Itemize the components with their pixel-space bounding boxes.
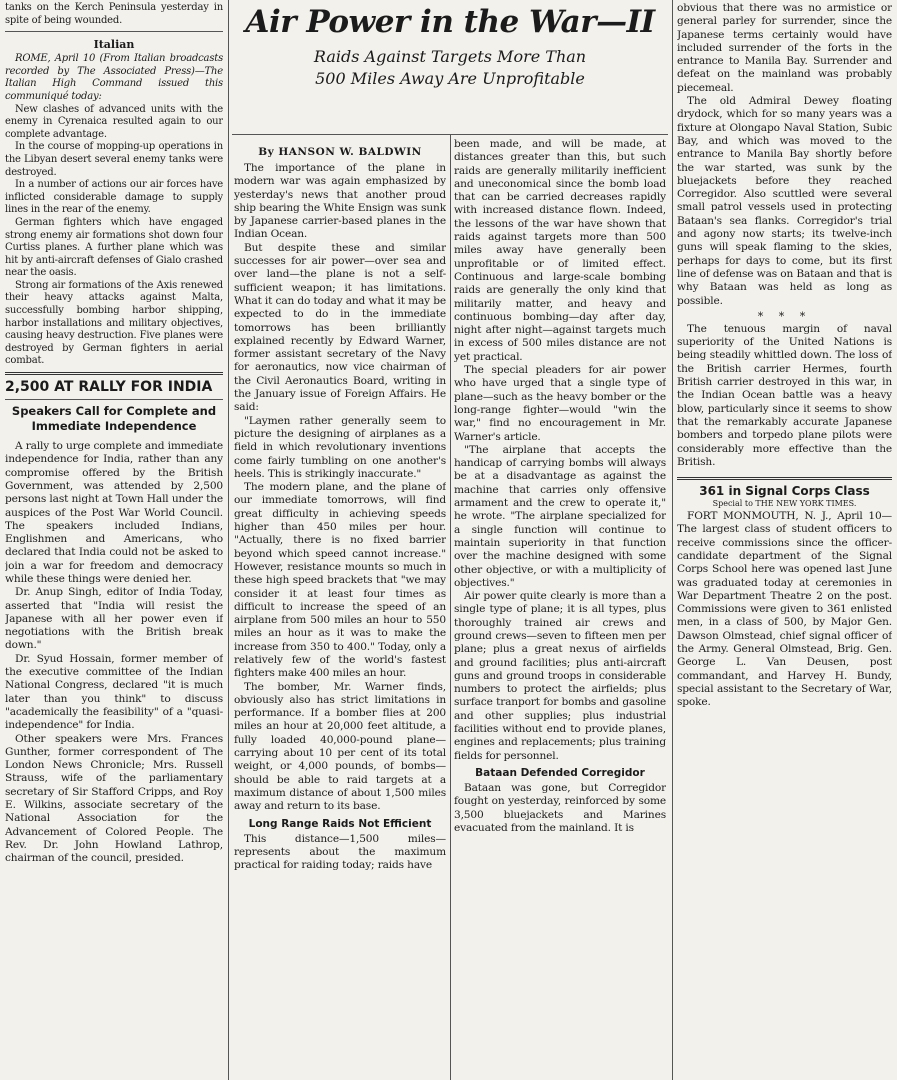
article-paragraph: obvious that there was no armistice or general parley for surrender, since the Japanese terms certainly would have included surrender of the forts in the entrance to Manila Bay. Surrender and defeat on the mainland was probably piecemeal.	[677, 2, 892, 94]
article-paragraph: The special pleaders for air power who have urged that a single type of plane—such as the heavy bomber or the long-range fighter—would "win the war," find no encouragement in Mr. Warner's article.	[454, 364, 666, 443]
article-header	[232, 0, 668, 90]
rally-paragraph: Dr. Anup Singh, editor of India Today, asserted that "India will resist the Japanese with all her power even if negotiations with the British break down."	[5, 586, 223, 652]
italian-paragraph: German fighters which have engaged strong enemy air formations shot down four Curtiss planes. A further plane which was hit by anti-aircraft defenses of Gialo crashed near the oasis.	[5, 216, 223, 279]
divider	[5, 399, 223, 400]
article-column-4	[677, 2, 892, 710]
article-paragraph: Bataan was gone, but Corregidor fought on yesterday, reinforced by some 3,500 bluejackets and Marines evacuated from the mainland. It is	[454, 781, 666, 834]
rally-paragraph: A rally to urge complete and immediate independence for India, rather than any compromise offered by the British Government, was attended by 2,500 persons last night at Town Hall under the auspices of the Post War World Council. The speakers included Indians, Englishmen and Americans, who declared that India could not be asked to join a war for freedom and democracy while these things were denied her.	[5, 440, 223, 585]
rally-subhead: Speakers Call for Complete and Immediate Independence	[11, 404, 217, 434]
article-paragraph: "Laymen rather generally seem to picture the designing of airplanes as a field in which revolutionary inventions come fairly tumbling on one another's heels. This is strikingly inaccurate."	[234, 414, 446, 480]
signal-headline: 361 in Signal Corps Class	[699, 484, 870, 499]
italian-paragraph: In the course of mopping-up operations in the Libyan desert several enemy tanks were destroyed.	[5, 141, 223, 178]
rally-paragraph: Dr. Syud Hossain, former member of the executive committee of the Indian National Congress, declared "it is much later than you think" to discuss "academically the feasibility" of a "quasi-independence" for India.	[5, 652, 223, 732]
article-byline: By HANSON W. BALDWIN	[258, 146, 422, 158]
section-divider	[677, 477, 892, 480]
article-column-2	[234, 136, 446, 1080]
article-paragraph: The old Admiral Dewey floating drydock, which for so many years was a fixture at Olongapo Naval Station, Subic Bay, and which was moved to the entrance to Manila Bay shortly before the war started, was sunk by the bluejackets before they reached Corregidor. Also scuttled were several small patrol vessels used in protecting Bataan's sea flanks. Corregidor's trial and agony now starts; its twelve-inch guns will speak flaming to the skies, perhaps for days to come, but its first line of defense was on Bataan and that is why Bataan was held as long as possible.	[677, 95, 892, 307]
section-bataan: Bataan Defended Corregidor	[475, 766, 645, 779]
signal-special-credit: Special to THE NEW YORK TIMES.	[712, 499, 857, 509]
article-subtitle-line2: 500 Miles Away Are Unprofitable	[315, 69, 585, 88]
column-rule	[672, 0, 673, 1080]
article-column-3	[454, 138, 666, 1080]
italian-paragraph: New clashes of advanced units with the enemy in Cyrenaica resulted again to our complete advantage.	[5, 103, 223, 140]
kerch-continuation: tanks on the Kerch Peninsula yesterday in spite of being wounded.	[5, 2, 223, 26]
column-rule	[450, 134, 451, 1080]
article-paragraph: The importance of the plane in modern war was again emphasized by yesterday's news that another proud ship bearing the White Ensign was sunk by Japanese carrier-based planes in the Indian Ocean.	[234, 162, 446, 241]
left-column	[5, 2, 223, 866]
article-paragraph: But despite these and similar successes for air power—over sea and over land—the plane is not a self-sufficient weapon; it has limitations. What it can do today and what it may be expected to do in the immediate tomorrows has been brilliantly explained recently by Edward Warner, former assistant secretary of the Navy for aeronautics, now vice chairman of the Civil Aeronautics Board, writing in the January issue of Foreign Affairs. He said:	[234, 241, 446, 414]
article-title: Air Power in the War—II	[245, 4, 655, 40]
section-stars: * * *	[757, 309, 812, 323]
article-subtitle-line1: Raids Against Targets More Than	[313, 47, 587, 66]
rally-paragraph: Other speakers were Mrs. Frances Gunther, former correspondent of The London News Chronicle; Mrs. Russell Strauss, wife of the parliamentary secretary of Sir Stafford Cripps, and Roy E. Wilkins, associate secretary of the National Association for the Advancement of Colored People. The Rev. Dr. John Howland Lathrop, chairman of the council, presided.	[5, 732, 223, 865]
article-paragraph: "The airplane that accepts the handicap of carrying bombs will always be at a disadvantage as against the machine that carries only offensive armament and the crew to operate it," he wrote. "The airplane specialized for a single function will continue to maintain superiority in that function over the machine designed with some other objective, or with a multiplicity of objectives."	[454, 443, 666, 589]
italian-paragraph: Strong air formations of the Axis renewed their heavy attacks against Malta, successfully bombing harbor shipping, harbor installations and military objectives, causing heavy destruction. Five planes were destroyed by German fighters in aerial combat.	[5, 279, 223, 367]
italian-lead: ROME, April 10 (From Italian broadcasts recorded by The Associated Press)—The Italian High Command issued this communiqué today:	[5, 53, 223, 102]
section-long-range: Long Range Raids Not Efficient	[248, 817, 432, 830]
article-paragraph: This distance—1,500 miles—represents about the maximum practical for raiding today; raids have	[234, 832, 446, 872]
rally-headline: 2,500 AT RALLY FOR INDIA	[5, 379, 213, 396]
section-divider	[5, 372, 223, 375]
italian-heading: Italian	[93, 38, 135, 52]
signal-body: FORT MONMOUTH, N. J., April 10—The largest class of student officers to receive commissions since the officer-candidate department of the Signal Corps School here was opened last June was graduated today at ceremonies in War Department Theatre 2 on the post. Commissions were given to 361 enlisted men, in a class of 500, by Major Gen. Dawson Olmstead, chief signal officer of the Army. General Olmstead, Brig. Gen. George L. Van Deusen, post commandant, and Harvey H. Bundy, special assistant to the Secretary of War, spoke.	[677, 510, 892, 709]
article-paragraph: The tenuous margin of naval superiority of the United Nations is being steadily whittled down. The loss of the British carrier Hermes, fourth British carrier destroyed in this war, in the Indian Ocean battle was a heavy blow, particularly since it seems to show that the remarkably accurate Japanese bombers and torpedo plane pilots were considerably more effective than the British.	[677, 322, 892, 468]
article-paragraph: Air power quite clearly is more than a single type of plane; it is all types, plus thoroughly trained air crews and ground crews—seven to fifteen men per plane; plus a great nexus of airfields and ground facilities; plus anti-aircraft guns and ground troops in considerable numbers to protect the airfields; plus surface tranport for bombs and gasoline and other supplies; plus industrial facilities without end to provide planes, engines and replacements; plus training fields for personnel.	[454, 590, 666, 762]
italian-paragraph: In a number of actions our air forces have inflicted considerable damage to supply lines in the rear of the enemy.	[5, 179, 223, 216]
article-paragraph: The bomber, Mr. Warner finds, obviously also has strict limitations in performance. If a bomber flies at 200 miles an hour at 20,000 feet altitude, a fully loaded 40,000-pound plane—carrying about 10 per cent of its total weight, or 4,000 pounds, of bombs—should be able to raid targets at a maximum distance of about 1,500 miles away and return to its base.	[234, 680, 446, 813]
article-paragraph: The modern plane, and the plane of our immediate tomorrows, will find great difficulty in achieving speeds higher than 450 miles per hour. "Actually, there is no fixed barrier beyond which speed cannot increase." However, resistance mounts so much in these high speed brackets that "we may consider it at least four times as difficult to increase the speed of an airplane from 500 miles an hour to 550 miles an hour as it was to make the increase from 350 to 400." Today, only a relatively few of the world's fastest fighters make 400 miles an hour.	[234, 481, 446, 680]
article-paragraph: been made, and will be made, at distances greater than this, but such raids are generally militarily inefficient and uneconomical since the bomb load that can be carried decreases rapidly with increased distance flown. Indeed, the lessons of the war have shown that raids against targets more than 500 miles away have generally been unprofitable or of limited effect. Continuous and large-scale bombing raids are generally the only kind that militarily matter, and heavy and continuous bombing—day after day, night after night—against targets much in excess of 500 miles distance are not yet practical.	[454, 138, 666, 363]
column-rule	[228, 0, 229, 1080]
divider	[5, 31, 223, 32]
